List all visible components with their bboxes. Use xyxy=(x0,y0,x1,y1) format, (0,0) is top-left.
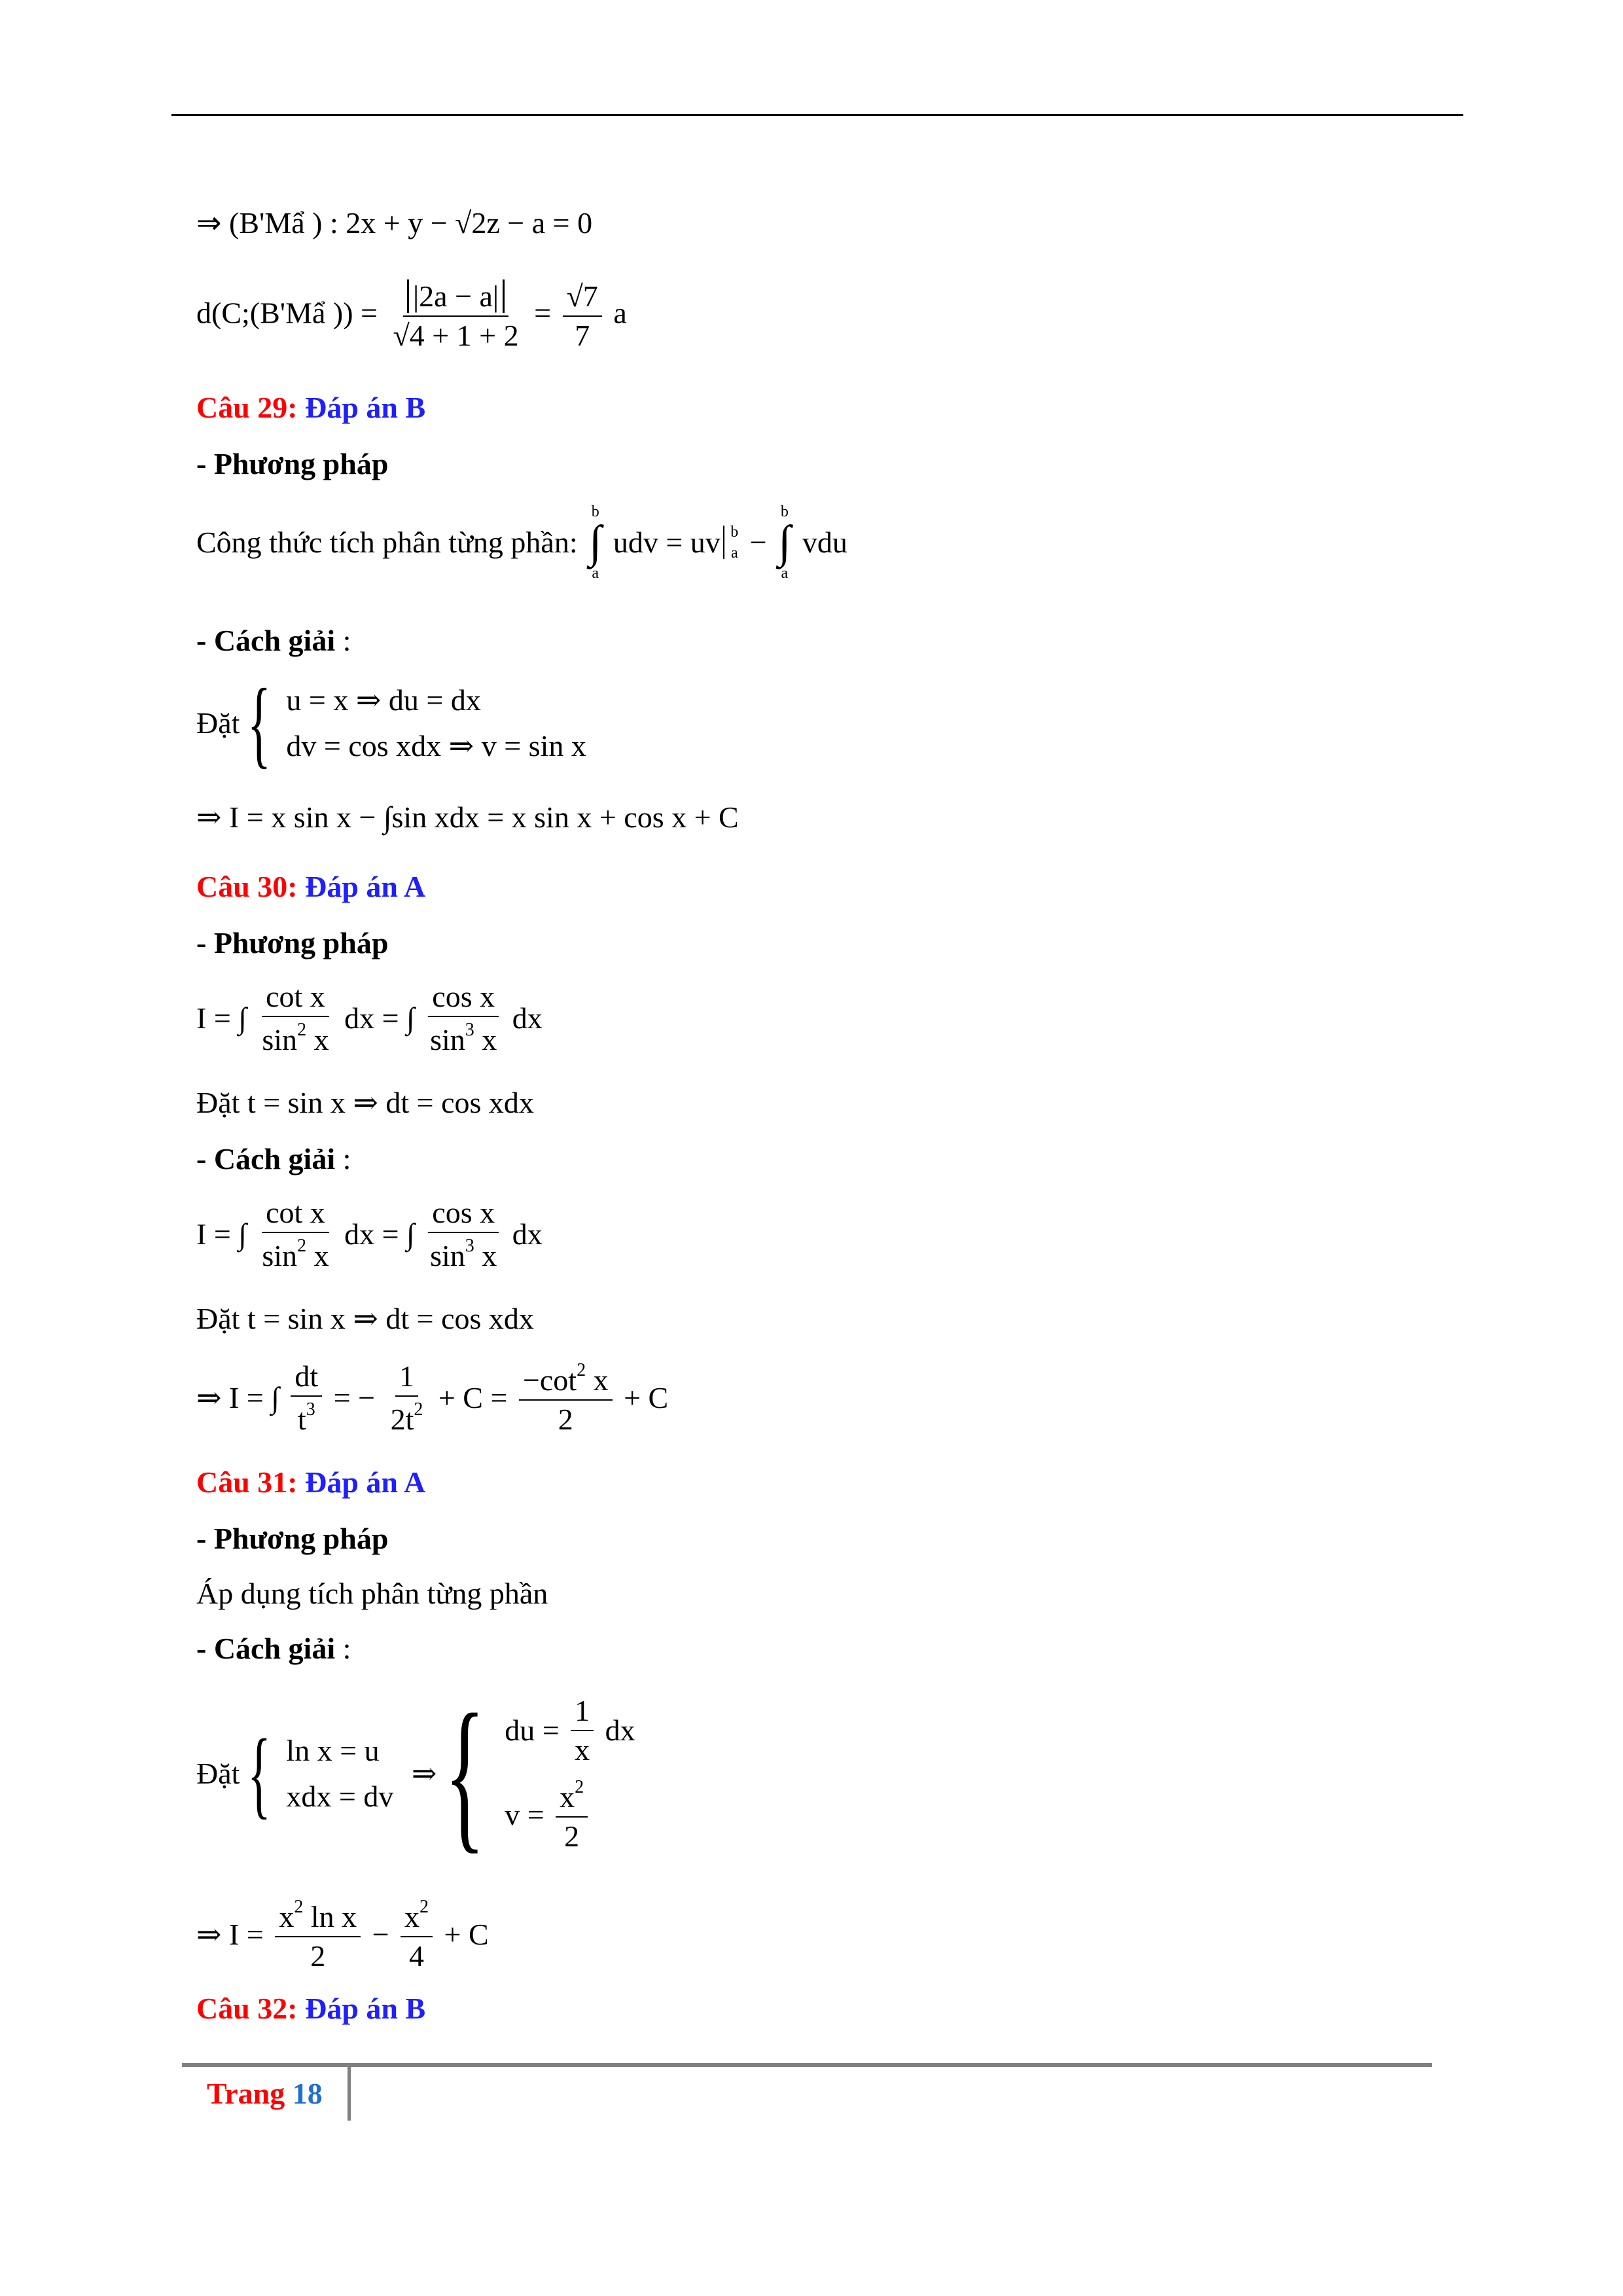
distance-tail: a xyxy=(613,296,627,330)
eval-lower: a xyxy=(730,545,738,562)
result-frac-1 xyxy=(275,1898,361,1971)
denominator: 4 xyxy=(409,1939,425,1973)
answer-label: Đáp án A xyxy=(305,870,426,903)
denominator: 2 xyxy=(310,1939,326,1973)
answer-label: Đáp án A xyxy=(305,1465,426,1499)
method-heading: - Phương pháp xyxy=(196,926,389,960)
system xyxy=(286,1736,393,1812)
numerator: cot x xyxy=(262,1198,329,1233)
q31-substitution xyxy=(196,1679,635,1868)
brace-icon: { xyxy=(444,1679,486,1868)
method-heading: - Phương pháp xyxy=(196,1522,389,1555)
question-31-heading xyxy=(196,1467,425,1498)
q30-integral-2 xyxy=(196,1198,543,1271)
question-label: Câu 30: xyxy=(196,870,298,903)
numerator: $x^2$ xyxy=(401,1898,433,1937)
system-line-1: ln x = u xyxy=(286,1734,380,1767)
dx: dx xyxy=(512,1001,543,1035)
formula-uv: udv = uv xyxy=(613,526,724,559)
question-30-heading xyxy=(196,872,425,902)
integral-I: I = ∫ xyxy=(196,1001,247,1035)
fraction-2 xyxy=(426,1198,501,1271)
numerator: 1 xyxy=(395,1361,418,1397)
du-line: du = $\frac{1}{x}$ dx xyxy=(505,1694,635,1767)
system-line-2: dv = cos xdx ⇒ v = sin x xyxy=(286,729,586,762)
q29-substitution xyxy=(196,669,586,778)
system-line-2: xdx = dv xyxy=(286,1780,394,1813)
distance-numerator: |2a − a| xyxy=(407,279,505,313)
upper-limit: b xyxy=(591,503,599,520)
result-tail: + C xyxy=(444,1918,489,1951)
solve-heading-30 xyxy=(196,1144,351,1174)
denominator: $2t^2$ xyxy=(390,1399,423,1436)
lower-limit: a xyxy=(592,565,599,582)
answer-label: Đáp án B xyxy=(305,1992,426,2025)
denominator: $\sin^2 x$ xyxy=(262,1236,329,1272)
distance-result-numerator: √7 xyxy=(563,281,602,317)
formula-text: Công thức tích phân từng phần: xyxy=(196,526,578,559)
q30-result xyxy=(196,1361,668,1435)
integral-I: I = ∫ xyxy=(196,1217,247,1251)
result-mid: + C = xyxy=(438,1381,508,1414)
eval-upper: b xyxy=(730,524,739,541)
question-label: Câu 32: xyxy=(196,1992,298,2025)
result-tail: + C xyxy=(624,1381,669,1414)
denominator: 2 xyxy=(558,1403,573,1436)
distance-result-fraction xyxy=(563,281,602,351)
numerator: $-\cot^2$ x xyxy=(519,1361,613,1401)
numerator: cos x xyxy=(428,982,499,1017)
result-eq: = − xyxy=(333,1381,376,1414)
distance-equals: = xyxy=(534,296,552,330)
fraction-1 xyxy=(258,982,332,1055)
footer-rule xyxy=(182,2063,1432,2067)
question-label: Câu 29: xyxy=(196,391,298,424)
numerator: dt xyxy=(291,1361,322,1397)
integral-with-limits-2: b ∫ a xyxy=(778,503,791,582)
solve-label: - Cách giải xyxy=(196,1632,336,1665)
solve-label: - Cách giải xyxy=(196,1142,336,1175)
q30-sub-1: Đặt t = sin x ⇒ dt = cos xdx xyxy=(196,1086,534,1119)
method-heading: - Phương pháp xyxy=(196,447,389,480)
distance-left: d(C;(B'Mẩ )) = xyxy=(196,296,378,330)
dx-eq: dx = ∫ xyxy=(344,1217,415,1251)
solve-colon: : xyxy=(335,1142,351,1175)
brace-icon: { xyxy=(247,669,271,778)
system-2 xyxy=(505,1696,635,1852)
distance-result-denominator: 7 xyxy=(575,319,590,352)
eval-limits xyxy=(730,524,738,561)
plane-equation xyxy=(196,208,592,238)
system xyxy=(286,685,586,761)
numerator: $x^2$ ln x xyxy=(275,1898,361,1937)
distance-fraction xyxy=(389,281,522,351)
numerator: cos x xyxy=(428,1198,499,1233)
lower-limit-2: a xyxy=(781,565,789,582)
solve-label: - Cách giải xyxy=(196,624,336,657)
formula-minus: − xyxy=(749,526,775,559)
q31-method: Áp dụng tích phân từng phần xyxy=(196,1577,548,1610)
dx: dx xyxy=(512,1217,543,1251)
result-minus: − xyxy=(372,1918,389,1951)
solve-colon: : xyxy=(335,624,351,657)
page-label: Trang xyxy=(207,2077,285,2110)
fraction-2 xyxy=(426,982,501,1055)
page-number xyxy=(207,2076,323,2111)
solve-heading-29 xyxy=(196,626,351,656)
dat-label: Đặt xyxy=(196,1757,240,1790)
denominator: $\sin^3 x$ xyxy=(430,1020,497,1056)
formula-vdu: vdu xyxy=(802,526,847,559)
answer-label: Đáp án B xyxy=(305,391,426,424)
fraction-1 xyxy=(258,1198,332,1271)
denominator: $\sin^2 x$ xyxy=(262,1020,329,1056)
denominator: $\sin^3 x$ xyxy=(430,1236,497,1272)
q31-result xyxy=(196,1898,489,1971)
q29-formula xyxy=(196,504,847,581)
header-rule xyxy=(171,114,1463,116)
distance-formula xyxy=(196,281,627,351)
solve-colon: : xyxy=(335,1632,351,1665)
system-line-1: u = x ⇒ du = dx xyxy=(286,683,481,717)
brace-icon: { xyxy=(247,1719,271,1828)
result-frac-3 xyxy=(519,1361,613,1435)
upper-limit-2: b xyxy=(780,503,789,520)
q30-sub-2: Đặt t = sin x ⇒ dt = cos xdx xyxy=(196,1302,534,1335)
question-label: Câu 31: xyxy=(196,1465,298,1499)
implies-arrow: ⇒ xyxy=(411,1757,437,1790)
dat-label: Đặt xyxy=(196,706,240,740)
result-frac-1 xyxy=(291,1361,322,1435)
v-line: v = $\frac{x^2}{2}$ xyxy=(505,1778,635,1852)
distance-denominator: √4 + 1 + 2 xyxy=(393,319,519,352)
footer-divider xyxy=(348,2066,351,2121)
q29-result: ⇒ I = x sin x − ∫sin xdx = x sin x + cos x + C xyxy=(196,800,739,834)
q30-integral-1 xyxy=(196,982,543,1055)
question-29-heading xyxy=(196,393,425,423)
denominator: $t^3$ xyxy=(297,1399,315,1436)
dx-eq: dx = ∫ xyxy=(344,1001,415,1035)
integral-with-limits: b ∫ a xyxy=(589,503,602,582)
result-left: ⇒ I = xyxy=(196,1918,264,1951)
result-frac-2 xyxy=(401,1898,433,1971)
question-32-heading xyxy=(196,1994,425,2024)
numerator: cot x xyxy=(262,982,329,1017)
result-left: ⇒ I = ∫ xyxy=(196,1381,279,1414)
result-frac-2 xyxy=(387,1361,427,1435)
plane-equation-text: ⇒ (B'Mẩ ) : 2x + y − √2z − a = 0 xyxy=(196,206,593,240)
solve-heading-31 xyxy=(196,1634,351,1664)
page-number-value: 18 xyxy=(292,2077,323,2110)
